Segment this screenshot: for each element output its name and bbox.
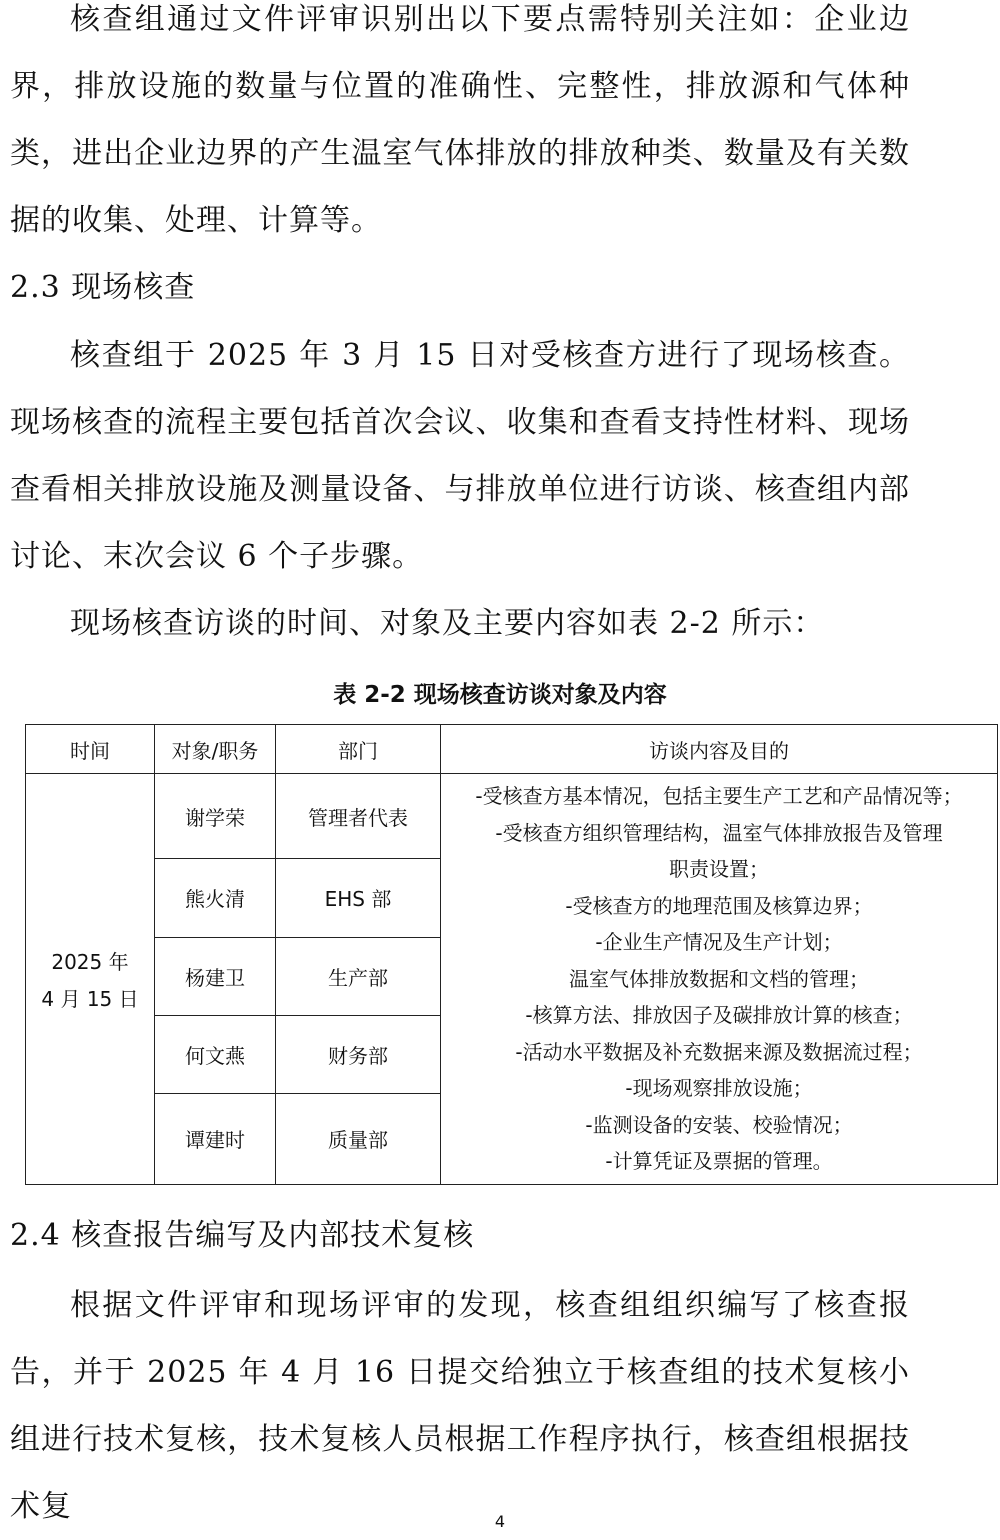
content-line: 温室气体排放数据和文档的管理； (569, 966, 869, 991)
interviewee-name: 谭建时 (155, 1093, 276, 1184)
content-line: -监测设备的安装、校验情况； (585, 1112, 853, 1137)
page-number: 4 (494, 1512, 506, 1531)
interview-table (25, 724, 998, 1185)
content-line: -企业生产情况及生产计划； (595, 930, 843, 954)
table-row (26, 774, 998, 859)
table-header-row (26, 725, 998, 774)
header-content: 访谈内容及目的 (441, 725, 998, 774)
interviewee-department: 质量部 (276, 1093, 441, 1184)
interviewee-department: 生产部 (276, 937, 441, 1015)
interviewee-department: 管理者代表 (276, 774, 441, 859)
interviewee-department: 财务部 (276, 1015, 441, 1093)
section-2-4-paragraph: 根据文件评审和现场评审的发现，核查组组织编写了核查报告，并于 2025 年 4 月 16 日提交给独立于核查组的技术复核小组进行技术复核，技术复核人员根据工作程序执行，核查组根据技术复 (10, 1288, 910, 1524)
interview-date-cell (26, 774, 155, 1185)
header-department: 部门 (276, 725, 441, 774)
interviewee-name: 杨建卫 (155, 937, 276, 1015)
content-line: -活动水平数据及补充数据来源及数据流过程； (515, 1039, 923, 1064)
interview-content-cell (441, 774, 998, 1185)
header-time: 时间 (26, 725, 155, 774)
content-line: 职责设置； (669, 857, 769, 881)
content-line: -受核查方基本情况，包括主要生产工艺和产品情况等； (475, 784, 963, 808)
interviewee-name: 何文燕 (155, 1015, 276, 1093)
interviewee-department: EHS 部 (276, 859, 441, 937)
table-caption: 表 2-2 现场核查访谈对象及内容 (333, 682, 667, 708)
content-line: -受核查方的地理范围及核算边界； (565, 893, 873, 918)
content-line: -核算方法、排放因子及碳排放计算的核查； (525, 1003, 913, 1027)
interviewee-name: 谢学荣 (155, 774, 276, 859)
intro-paragraph: 核查组通过文件评审识别出以下要点需特别关注如：企业边界，排放设施的数量与位置的准确性、完整性，排放源和气体种类，进出企业边界的产生温室气体排放的排放种类、数量及有关数据的收集、处理、计算等。 (10, 2, 910, 238)
interview-date-line-1: 2025 年 (51, 949, 129, 974)
interview-date-line-2: 4 月 15 日 (41, 986, 139, 1011)
content-line: -受核查方组织管理结构，温室气体排放报告及管理 (495, 820, 943, 845)
section-2-3-paragraph-2: 现场核查访谈的时间、对象及主要内容如表 2-2 所示： (70, 606, 825, 641)
content-line: -现场观察排放设施； (625, 1076, 813, 1100)
interviewee-name: 熊火清 (155, 859, 276, 937)
section-2-4-heading: 2.4 核查报告编写及内部技术复核 (10, 1218, 475, 1253)
section-2-3-paragraph-1: 核查组于 2025 年 3 月 15 日对受核查方进行了现场核查。现场核查的流程主要包括首次会议、收集和查看支持性材料、现场查看相关排放设施及测量设备、与排放单位进行访谈、核查组内部讨论、末次会议 6 个子步骤。 (10, 338, 910, 574)
content-line: -计算凭证及票据的管理。 (605, 1149, 833, 1173)
section-2-3-heading: 2.3 现场核查 (10, 270, 196, 305)
header-person: 对象/职务 (155, 725, 276, 774)
